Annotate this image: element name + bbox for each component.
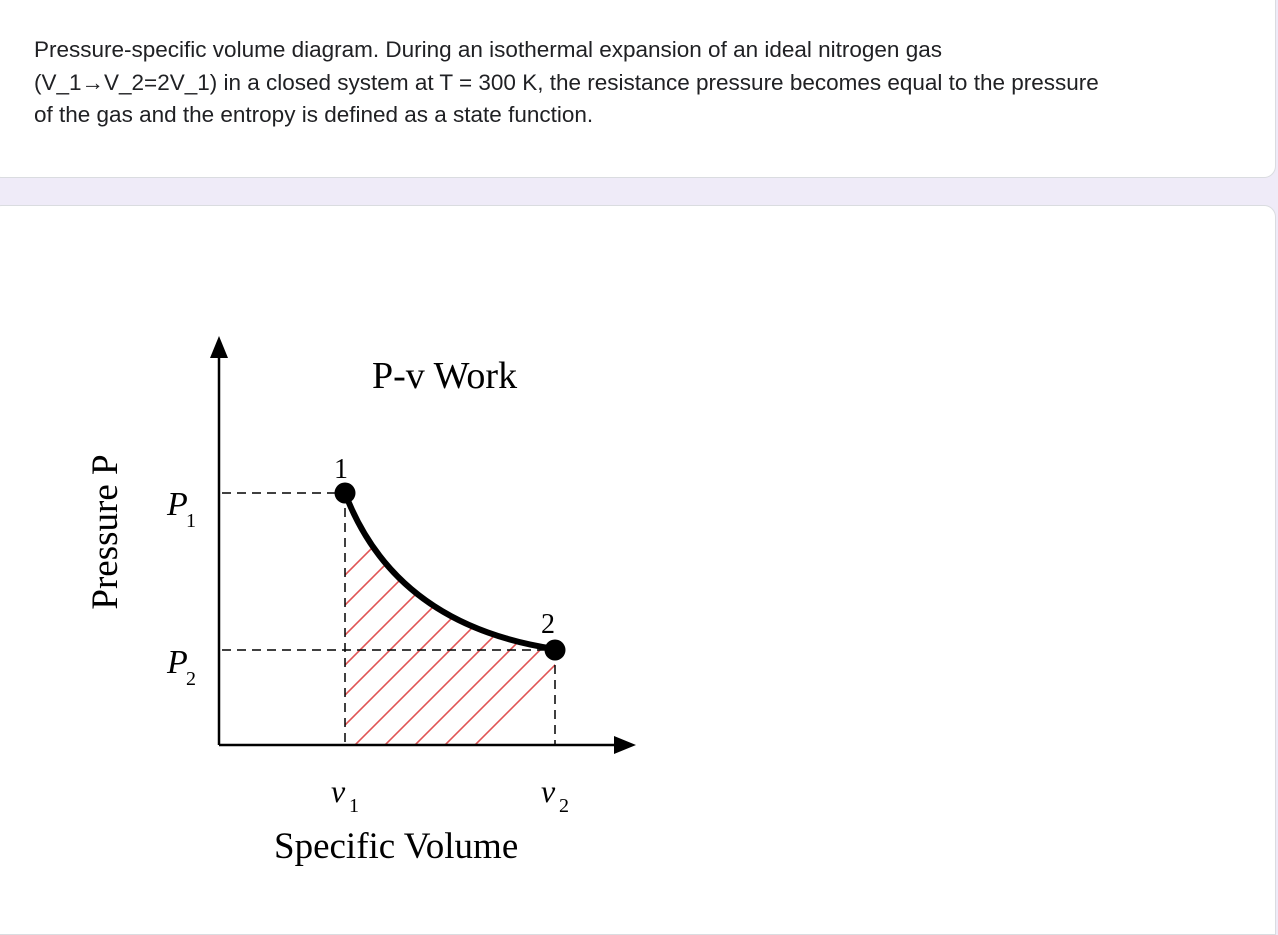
process-curve [345,493,555,649]
v1-tick-label [331,773,359,817]
y-axis-label: Pressure P [85,454,126,610]
chart-title: P-v Work [372,355,518,397]
svg-text:2: 2 [186,668,196,690]
state-point-1 [335,483,356,504]
p2-tick-label [166,644,196,690]
work-area-hatch [345,315,605,875]
svg-text:v: v [541,773,556,809]
svg-text:P: P [167,644,188,681]
state-point-2 [545,640,566,661]
v2-tick-label [541,773,569,817]
x-axis-arrow-icon [614,736,636,754]
question-text: Pressure-specific volume diagram. During an isothermal expansion of an ideal nitrogen gas (V_1→V_2=2V_1) in a closed system at T = 300 K, the resistance pressure becomes equal to the pressure of the gas and the entropy is defined as a state function. [34,37,1099,127]
svg-text:P: P [167,486,188,523]
x-axis-label: Specific Volume [274,826,519,867]
svg-text:v: v [331,773,346,809]
y-axis-arrow-icon [210,336,228,358]
svg-text:1: 1 [349,795,359,817]
point-1-label: 1 [334,454,348,485]
svg-text:2: 2 [559,795,569,817]
svg-text:1: 1 [186,510,196,532]
p1-tick-label [166,486,196,532]
point-2-label: 2 [541,609,555,640]
